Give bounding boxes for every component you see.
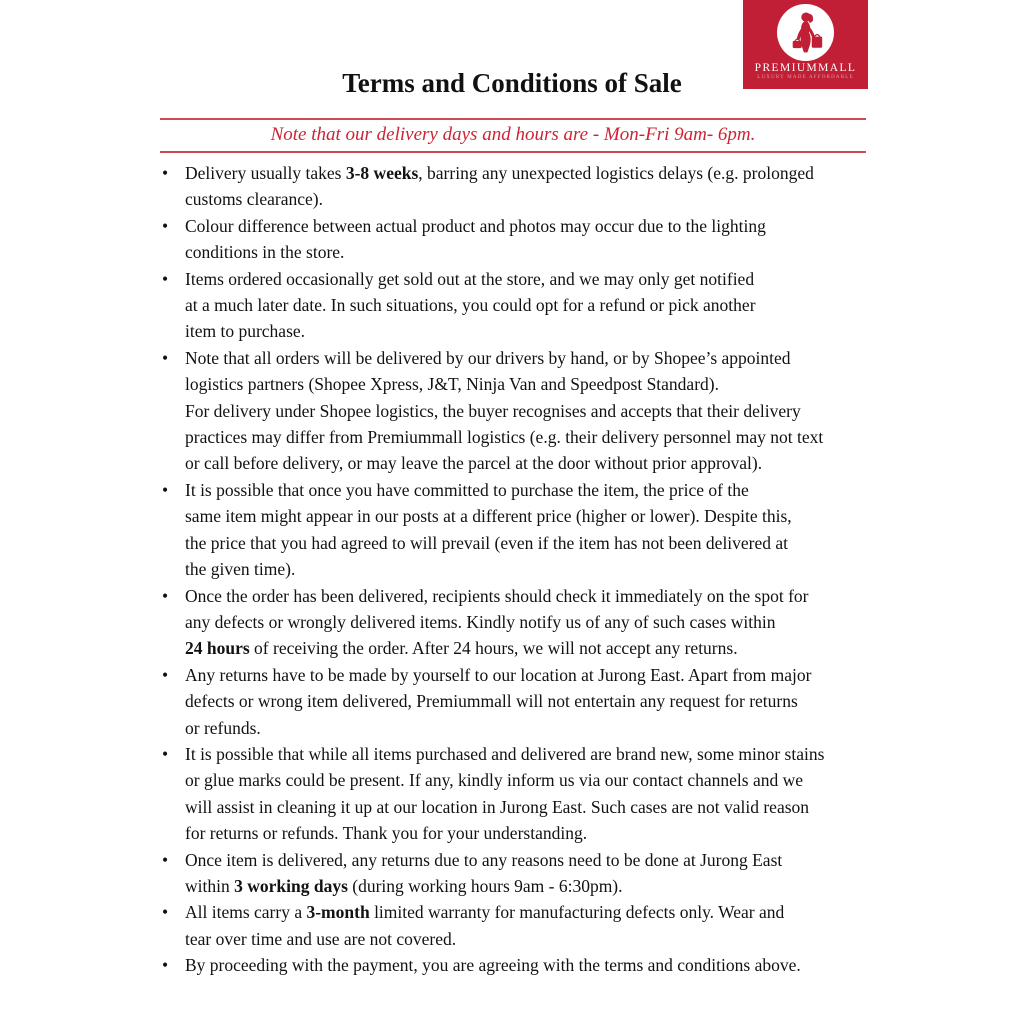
logo-brand-name: PREMIUMMALL: [754, 62, 857, 74]
term-item: • Any returns have to be made by yourself to our location at Jurong East. Apart from major defects or wrong item delivered, Premiummall will not entertain any request for returns or refunds.: [160, 662, 892, 741]
term-item: • It is possible that once you have committed to purchase the item, the price of the same item might appear in our posts at a different price (higher or lower). Despite this, the price that you had agreed to will prevail (even if the item has not been delivered at the given time).: [160, 477, 892, 583]
term-item: • Items ordered occasionally get sold out at the store, and we may only get notified at a much later date. In such situations, you could opt for a refund or pick another item to purchase.: [160, 266, 892, 345]
page-title: Terms and Conditions of Sale: [342, 68, 682, 98]
delivery-note: Note that our delivery days and hours are - Mon-Fri 9am- 6pm.: [270, 124, 756, 145]
terms-list: [160, 160, 892, 979]
logo-tagline: LUXURY MADE AFFORDABLE: [757, 75, 854, 80]
term-item: • Delivery usually takes 3-8 weeks, barring any unexpected logistics delays (e.g. prolonged customs clearance).: [160, 160, 892, 213]
woman-with-shopping-bags-icon: [783, 10, 829, 56]
term-item: • Once item is delivered, any returns due to any reasons need to be done at Jurong East within 3 working days (during working hours 9am - 6:30pm).: [160, 847, 892, 900]
logo-circle: [777, 4, 834, 61]
term-item: • By proceeding with the payment, you are agreeing with the terms and conditions above.: [160, 952, 892, 978]
delivery-note-band: [160, 118, 866, 153]
term-item: • It is possible that while all items purchased and delivered are brand new, some minor stains or glue marks could be present. If any, kindly inform us via our contact channels and we will assist in cleaning it up at our location in Jurong East. Such cases are not valid reason for returns or refunds. Thank you for your understanding.: [160, 741, 892, 847]
term-item: • Colour difference between actual product and photos may occur due to the lighting conditions in the store.: [160, 213, 892, 266]
term-item: • Once the order has been delivered, recipients should check it immediately on the spot for any defects or wrongly delivered items. Kindly notify us of any of such cases within 24 hours of receiving the order. After 24 hours, we will not accept any returns.: [160, 583, 892, 662]
term-item: • Note that all orders will be delivered by our drivers by hand, or by Shopee’s appointed logistics partners (Shopee Xpress, J&T, Ninja Van and Speedpost Standard). For delivery under Shopee logistics, the buyer recognises and accepts that their delivery practices may differ from Premiummall logistics (e.g. their delivery personnel may not text or call before delivery, or may leave the parcel at the door without prior approval).: [160, 345, 892, 477]
term-item: • All items carry a 3-month limited warranty for manufacturing defects only. Wear and tear over time and use are not covered.: [160, 899, 892, 952]
